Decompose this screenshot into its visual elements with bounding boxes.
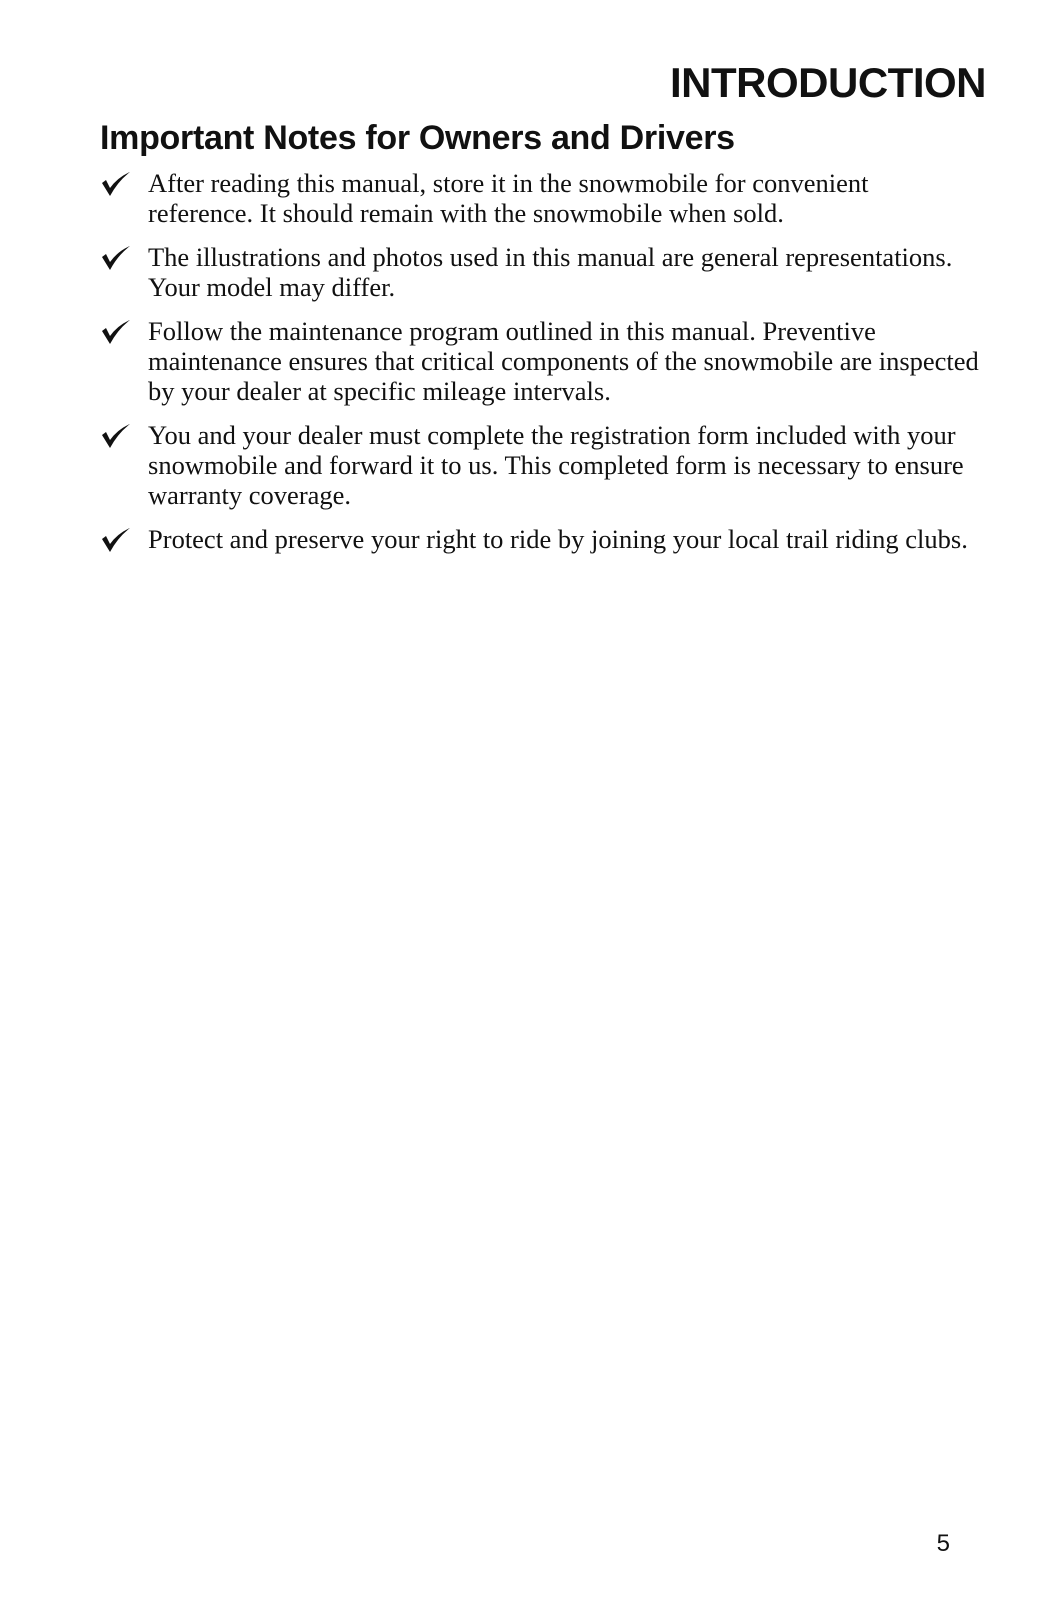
checkmark-icon <box>100 244 148 276</box>
note-text: Follow the maintenance program outlined in this manual. Preventive maintenance ensures that critical components of the snowmobile are inspected by your dealer at specific mileage intervals. <box>148 316 979 406</box>
checkmark-icon <box>100 318 148 350</box>
list-item <box>100 242 980 302</box>
notes-list <box>100 168 980 572</box>
list-item <box>100 420 980 510</box>
note-text: After reading this manual, store it in the snowmobile for convenient reference. It should remain with the snowmobile when sold. <box>148 168 869 228</box>
note-text: You and your dealer must complete the registration form included with your snowmobile and forward it to us. This completed form is necessary to ensure warranty coverage. <box>148 420 964 510</box>
note-text: Protect and preserve your right to ride by joining your local trail riding clubs. <box>148 524 968 554</box>
list-item <box>100 316 980 406</box>
list-item <box>100 168 980 228</box>
page-number: 5 <box>936 1530 950 1557</box>
note-text: The illustrations and photos used in this manual are general representations. Your model may differ. <box>148 242 953 302</box>
checkmark-icon <box>100 422 148 454</box>
page-heading: Important Notes for Owners and Drivers <box>100 119 735 157</box>
section-title: INTRODUCTION <box>670 59 986 106</box>
list-item <box>100 524 980 558</box>
checkmark-icon <box>100 170 148 202</box>
checkmark-icon <box>100 526 148 558</box>
